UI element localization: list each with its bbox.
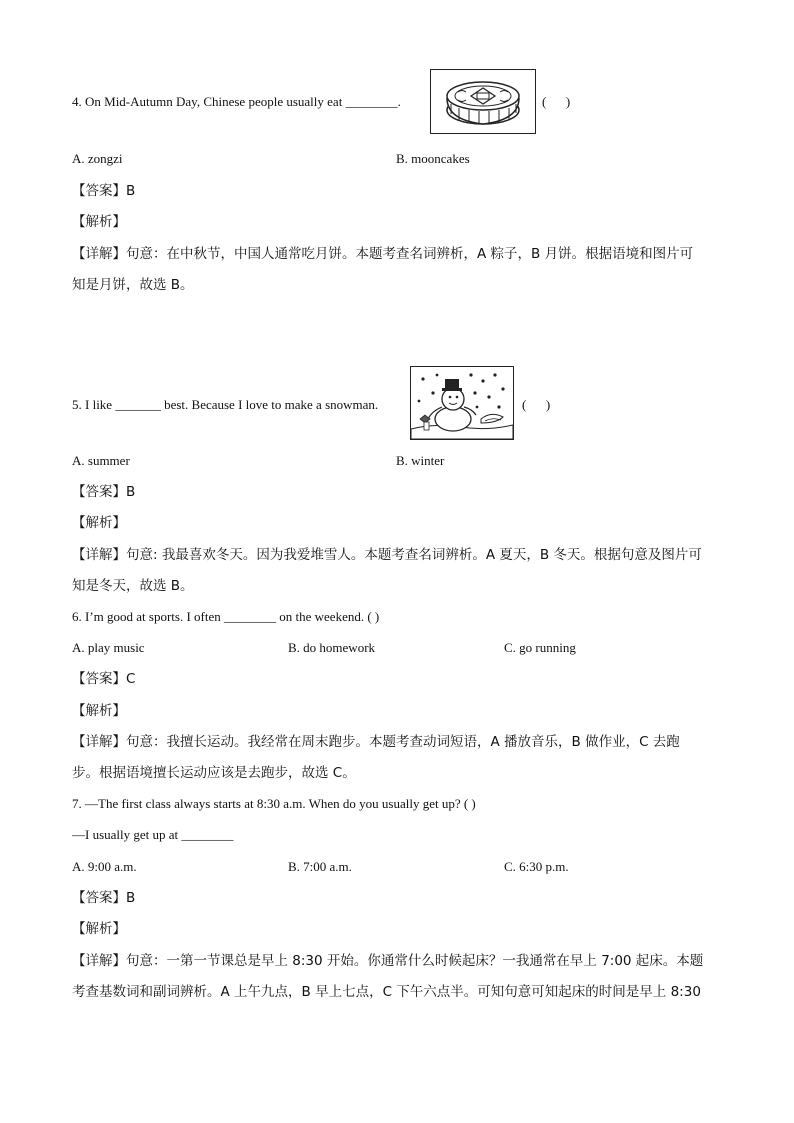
q5-option-b: B. winter xyxy=(396,453,445,468)
q6-option-c: C. go running xyxy=(504,640,576,655)
q7-analysis-heading: 【解析】 xyxy=(72,921,126,937)
q6-detail-line2: 步。根据语境擅长运动应该是去跑步，故选 C。 xyxy=(72,765,356,781)
q7-answer: 【答案】B xyxy=(72,890,136,906)
q5-analysis-heading: 【解析】 xyxy=(72,515,126,531)
q4-detail-line1: 【详解】句意：在中秋节，中国人通常吃月饼。本题考查名词辨析，A 粽子，B 月饼。根据语境和图片可 xyxy=(72,246,694,262)
q7-option-a: A. 9:00 a.m. xyxy=(72,859,137,874)
q7-option-c: C. 6:30 p.m. xyxy=(504,859,569,874)
q4-answer: 【答案】B xyxy=(72,183,136,199)
q5-answer: 【答案】B xyxy=(72,484,136,500)
q6-option-a: A. play music xyxy=(72,640,145,655)
snowman-icon xyxy=(410,366,514,440)
q6-analysis-heading: 【解析】 xyxy=(72,703,126,719)
q6-stem: 6. I’m good at sports. I often ________ on the weekend. ( ) xyxy=(72,609,380,624)
q6-option-b: B. do homework xyxy=(288,640,376,655)
q5-detail-line2: 知是冬天，故选 B。 xyxy=(72,578,194,594)
q7-stem-line1: 7. —The first class always starts at 8:30 a.m. When do you usually get up? ( ) xyxy=(72,796,476,811)
q5-stem: 5. I like _______ best. Because I love to make a snowman. xyxy=(72,397,379,412)
q7-option-b: B. 7:00 a.m. xyxy=(288,859,352,874)
q7-detail-line1: 【详解】句意：一第一节课总是早上 8:30 开始。你通常什么时候起床？一我通常在早上 7:00 起床。本题 xyxy=(72,953,704,969)
q4-detail-line2: 知是月饼，故选 B。 xyxy=(72,277,194,293)
q4-stem: 4. On Mid-Autumn Day, Chinese people usually eat ________. xyxy=(72,94,401,109)
q6-detail-line1: 【详解】句意：我擅长运动。我经常在周末跑步。本题考查动词短语，A 播放音乐，B 做作业，C 去跑 xyxy=(72,734,680,750)
q7-stem-line2: —I usually get up at ________ xyxy=(72,827,234,842)
q6-answer: 【答案】C xyxy=(72,671,136,687)
q5-answer-paren: ( ) xyxy=(522,397,551,412)
q7-detail-line2: 考查基数词和副词辨析。A 上午九点，B 早上七点，C 下午六点半。可知句意可知起床的时间是早上 8:30 xyxy=(72,984,701,1000)
q5-detail-line1: 【详解】句意: 我最喜欢冬天。因为我爱堆雪人。本题考查名词辨析。A 夏天，B 冬天。根据句意及图片可 xyxy=(72,547,702,563)
mooncake-icon xyxy=(430,69,536,134)
q4-answer-paren: ( ) xyxy=(542,94,571,109)
q4-option-b: B. mooncakes xyxy=(396,151,470,166)
q4-option-a: A. zongzi xyxy=(72,151,123,166)
q4-analysis-heading: 【解析】 xyxy=(72,214,126,230)
q5-option-a: A. summer xyxy=(72,453,130,468)
